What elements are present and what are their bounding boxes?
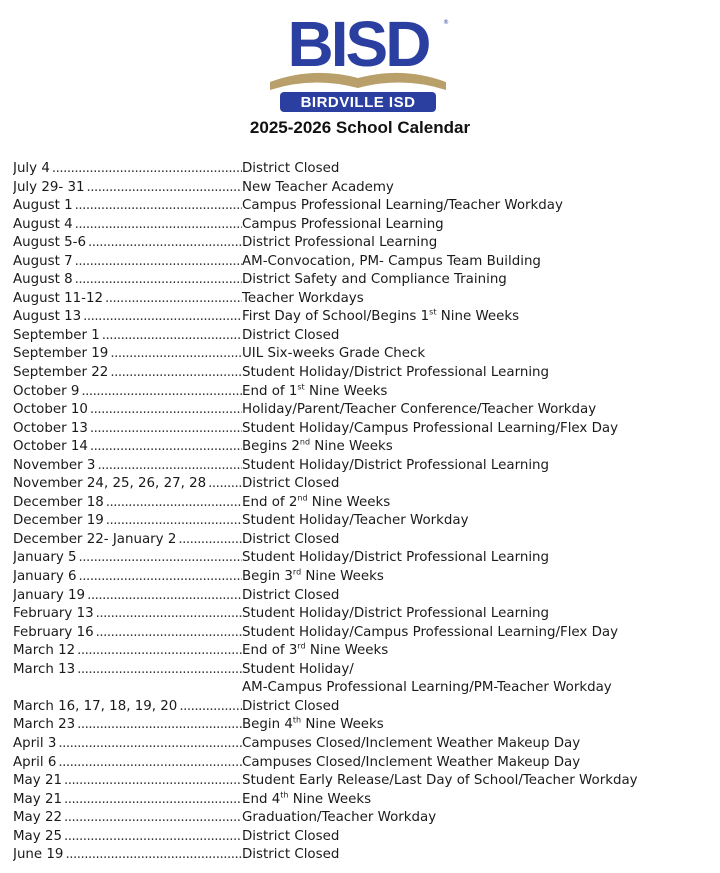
calendar-date-cell [13, 401, 242, 420]
calendar-date: August 7 [13, 253, 73, 269]
calendar-date-cell [13, 438, 242, 457]
dot-leader [77, 716, 242, 735]
calendar-date-cell [13, 549, 242, 568]
calendar-row [13, 624, 718, 643]
calendar-row [13, 345, 718, 364]
page-title: 2025-2026 School Calendar [249, 118, 471, 137]
calendar-date-cell [13, 512, 242, 531]
dot-leader [208, 475, 242, 494]
bisd-logo [258, 8, 458, 116]
calendar-row [13, 846, 718, 865]
calendar-event: Student Holiday/ AM-Campus Professional Learning/PM-Teacher Workday [242, 661, 718, 698]
calendar-date: January 5 [13, 550, 77, 566]
calendar-row [13, 772, 718, 791]
dot-leader [64, 809, 242, 828]
calendar-date-cell [13, 791, 242, 810]
calendar-date: March 23 [13, 717, 76, 733]
calendar-event: Student Holiday/Campus Professional Learning/Flex Day [242, 420, 619, 436]
calendar-row [13, 828, 718, 847]
calendar-date: June 19 [13, 847, 64, 863]
dot-leader [90, 401, 242, 420]
dot-leader [105, 290, 242, 309]
calendar-event: District Closed [242, 327, 340, 343]
calendar-date-cell [13, 642, 242, 661]
calendar-date-cell [13, 661, 242, 698]
calendar-row [13, 179, 718, 198]
calendar-date-cell [13, 216, 242, 235]
calendar-row [13, 420, 718, 439]
calendar-event: Student Holiday/Campus Professional Learning/Flex Day [242, 624, 619, 640]
calendar-date-cell [13, 253, 242, 272]
calendar-event: End 4th Nine Weeks [242, 790, 372, 807]
calendar-date: August 4 [13, 216, 73, 232]
calendar-date-cell [13, 587, 242, 606]
calendar-event: Campuses Closed/Inclement Weather Makeup Day [242, 735, 581, 751]
calendar-date: April 6 [13, 754, 57, 770]
dot-leader [88, 234, 242, 253]
calendar-date-cell [13, 494, 242, 513]
calendar-row [13, 809, 718, 828]
calendar-date: May 21 [13, 791, 62, 807]
calendar-date-cell [13, 846, 242, 865]
calendar-date-cell [13, 197, 242, 216]
calendar-date-cell [13, 327, 242, 346]
calendar-date: October 10 [13, 402, 88, 418]
calendar-date-cell [13, 772, 242, 791]
calendar-date: March 16, 17, 18, 19, 20 [13, 698, 178, 714]
calendar-row [13, 160, 718, 179]
calendar-event: Holiday/Parent/Teacher Conference/Teacher Workday [242, 402, 597, 418]
calendar-row [13, 197, 718, 216]
svg-text:®: ® [443, 19, 449, 26]
calendar-row [13, 475, 718, 494]
calendar-date-cell [13, 605, 242, 624]
calendar-event: New Teacher Academy [242, 179, 394, 195]
dot-leader [106, 494, 242, 513]
calendar-row [13, 457, 718, 476]
calendar-date-cell [13, 234, 242, 253]
dot-leader [96, 624, 242, 643]
calendar-date: January 19 [13, 587, 86, 603]
dot-leader [110, 345, 242, 364]
dot-leader [79, 568, 242, 587]
calendar-row [13, 642, 718, 661]
calendar-event: Campuses Closed/Inclement Weather Makeup Day [242, 754, 581, 770]
calendar-date-cell [13, 271, 242, 290]
dot-leader [87, 179, 242, 198]
calendar-event: UIL Six-weeks Grade Check [242, 346, 426, 362]
calendar-date-cell [13, 754, 242, 773]
calendar-date: April 3 [13, 735, 57, 751]
calendar-date: July 4 [13, 161, 50, 176]
dot-leader [90, 420, 242, 439]
calendar-row [13, 698, 718, 717]
dot-leader [178, 531, 242, 550]
calendar-row [13, 308, 718, 327]
calendar-date: October 9 [13, 383, 80, 399]
dot-leader [87, 587, 242, 606]
calendar-row [13, 512, 718, 531]
calendar-date-cell [13, 308, 242, 327]
calendar-date: March 12 [13, 643, 76, 659]
dot-leader [75, 253, 242, 272]
dot-leader [64, 828, 242, 847]
calendar-row [13, 735, 718, 754]
calendar-row [13, 290, 718, 309]
calendar-event: First Day of School/Begins 1st Nine Weeks [242, 307, 520, 325]
calendar-row [13, 271, 718, 290]
calendar-event: End of 2nd Nine Weeks [242, 493, 391, 510]
calendar-date: May 21 [13, 773, 62, 789]
calendar-row [13, 383, 718, 402]
calendar-event: Student Early Release/Last Day of School/Teacher Workday [242, 773, 638, 789]
calendar-date: March 13 [13, 661, 76, 677]
calendar-date: November 3 [13, 457, 96, 473]
calendar-date-cell [13, 179, 242, 198]
calendar-event: District Safety and Compliance Training [242, 272, 507, 288]
calendar-row [13, 754, 718, 773]
dot-leader [75, 197, 242, 216]
logo-letters: BISD [287, 8, 429, 80]
dot-leader [58, 754, 242, 773]
calendar-date: August 5-6 [13, 235, 86, 251]
calendar-date-cell [13, 624, 242, 643]
calendar-event: End of 1st Nine Weeks [242, 382, 388, 399]
calendar-event: Teacher Workdays [242, 290, 364, 306]
calendar-date-cell [13, 568, 242, 587]
calendar-event: District Closed [242, 698, 340, 714]
calendar-date: September 1 [13, 327, 100, 343]
calendar-date: August 1 [13, 198, 73, 214]
calendar-row [13, 216, 718, 235]
calendar-event: Begins 2nd Nine Weeks [242, 437, 393, 455]
calendar-date-cell [13, 828, 242, 847]
dot-leader [90, 438, 242, 457]
calendar-event: District Closed [242, 587, 340, 603]
calendar-date-cell [13, 345, 242, 364]
calendar-date-cell [13, 809, 242, 828]
calendar-date-cell [13, 420, 242, 439]
calendar-date-cell [13, 531, 242, 550]
calendar-row [13, 531, 718, 550]
calendar-date: October 14 [13, 439, 88, 455]
dot-leader [106, 512, 242, 531]
calendar-event: Student Holiday/District Professional Learning [242, 606, 550, 622]
calendar-date-cell [13, 160, 242, 179]
calendar-row [13, 401, 718, 420]
calendar-date-cell [13, 735, 242, 754]
dot-leader [97, 457, 242, 476]
calendar-row [13, 364, 718, 383]
calendar-row [13, 661, 718, 698]
calendar-event: District Closed [242, 476, 340, 492]
dot-leader [81, 383, 242, 402]
calendar-event: End of 3rd Nine Weeks [242, 641, 389, 659]
dot-leader [110, 364, 242, 383]
calendar-row [13, 605, 718, 624]
dot-leader [77, 642, 242, 661]
calendar-date: May 25 [13, 828, 62, 844]
calendar-date: January 6 [13, 569, 77, 585]
calendar-date: July 29- 31 [13, 179, 85, 195]
calendar-event: District Professional Learning [242, 235, 438, 251]
calendar-row [13, 568, 718, 587]
calendar-date-cell [13, 457, 242, 476]
calendar-event: District Closed [242, 847, 340, 863]
logo-name: BIRDVILLE ISD [300, 94, 416, 111]
calendar-event: District Closed [242, 828, 340, 844]
dot-leader [179, 698, 242, 717]
calendar-date: December 22- January 2 [13, 531, 177, 547]
calendar-row [13, 494, 718, 513]
dot-leader [75, 271, 242, 290]
calendar-event: AM-Convocation, PM- Campus Team Building [242, 253, 541, 269]
calendar-date: September 19 [13, 346, 109, 362]
dot-leader [64, 772, 242, 791]
calendar-row [13, 549, 718, 568]
calendar-date-cell [13, 383, 242, 402]
calendar-date: December 19 [13, 513, 104, 529]
calendar-row [13, 253, 718, 272]
dot-leader [83, 308, 242, 327]
dot-leader [79, 549, 242, 568]
calendar-event: Begin 3rd Nine Weeks [242, 567, 384, 585]
calendar-event: Campus Professional Learning [242, 216, 444, 232]
calendar-date: February 16 [13, 624, 94, 640]
calendar-event: Campus Professional Learning/Teacher Workday [242, 198, 563, 214]
calendar-event: District Closed [242, 531, 340, 547]
calendar-date: August 13 [13, 309, 82, 325]
calendar-list [13, 160, 718, 865]
calendar-date-cell [13, 290, 242, 309]
calendar-event: Graduation/Teacher Workday [242, 810, 437, 826]
calendar-row [13, 327, 718, 346]
calendar-row [13, 587, 718, 606]
dot-leader [75, 216, 242, 235]
calendar-date-cell [13, 475, 242, 494]
dot-leader [77, 661, 242, 698]
calendar-date: August 11-12 [13, 290, 104, 306]
calendar-date: May 22 [13, 810, 62, 826]
dot-leader [52, 160, 242, 179]
calendar-row [13, 791, 718, 810]
calendar-date: August 8 [13, 272, 73, 288]
calendar-row [13, 234, 718, 253]
dot-leader [96, 605, 242, 624]
calendar-event: Student Holiday/District Professional Learning [242, 457, 550, 473]
calendar-date: October 13 [13, 420, 88, 436]
dot-leader [102, 327, 242, 346]
calendar-event: Student Holiday/District Professional Learning [242, 550, 550, 566]
calendar-event-line2: AM-Campus Professional Learning/PM-Teacher Workday [242, 680, 612, 696]
calendar-row [13, 716, 718, 735]
dot-leader [58, 735, 242, 754]
calendar-row [13, 438, 718, 457]
calendar-date-cell [13, 364, 242, 383]
calendar-date-cell [13, 716, 242, 735]
calendar-date: November 24, 25, 26, 27, 28 [13, 476, 207, 492]
calendar-event: Student Holiday/Teacher Workday [242, 513, 469, 529]
calendar-event: Student Holiday/District Professional Learning [242, 365, 550, 381]
calendar-date: September 22 [13, 365, 109, 381]
calendar-date: December 18 [13, 494, 104, 510]
calendar-date-cell [13, 698, 242, 717]
calendar-date: February 13 [13, 606, 94, 622]
calendar-event: District Closed [242, 161, 340, 176]
calendar-event: Begin 4th Nine Weeks [242, 715, 384, 733]
dot-leader [64, 791, 242, 810]
dot-leader [65, 846, 242, 865]
